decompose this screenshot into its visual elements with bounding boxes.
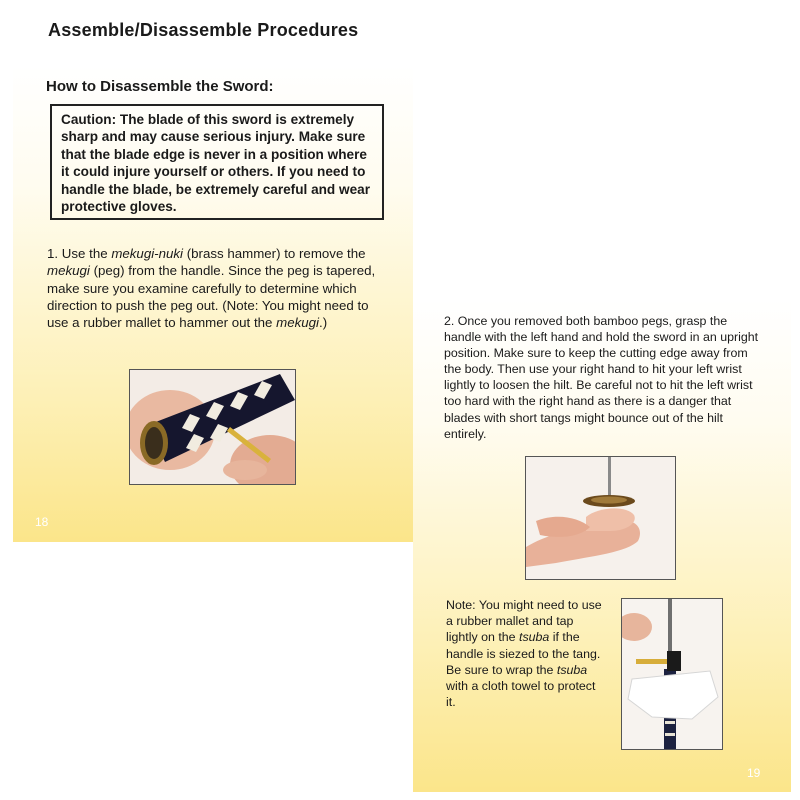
page-number-left: 18 [35,515,49,529]
term-mekugi-nuki: mekugi-nuki [111,246,183,261]
term-mekugi: mekugi [47,263,90,279]
term-tsuba: tsuba [519,630,550,645]
page-number-right: 19 [747,766,761,780]
caution-box: Caution: The blade of this sword is extremely sharp and may cause serious injury. Make sure that the blade edge is never in a position where it could injure yourself or others. If you need to handle the blade, be extremely careful and wear protective gloves. [50,104,384,220]
term-mekugi: mekugi [276,315,319,331]
step-1-text: 1. Use the mekugi-nuki (brass hammer) to remove the mekugi (peg) from the handle. Since the peg is tapered, make sure you examine carefully to determine which direction to push the peg out. (Note: You might need to use a rubber mallet to hammer out the mekugi.) [47,246,376,331]
section-heading: How to Disassemble the Sword: [46,78,274,95]
term-tsuba: tsuba [556,662,588,677]
photo-loosen-hilt [525,456,676,580]
page-title: Assemble/Disassemble Procedures [48,20,359,40]
photo-tap-tsuba [621,598,723,750]
note-text: Note: You might need to use a rubber mallet and tap lightly on the tsuba if the handle is siezed to the tang. Be sure to wrap the tsuba with a cloth towel to protect it. [446,598,602,710]
step-2-text: 2. Once you removed both bamboo pegs, grasp the handle with the left hand and hold the sword in an upright position. Make sure to keep the cutting edge away from the body. Then use your right hand to hit your left wrist lightly to loosen the hilt. Be careful not to hit the left wrist too hard with the right hand as there is a danger that blades with short tangs might bounce out of the hilt entirely. [444,314,759,441]
photo-remove-peg [129,369,296,485]
